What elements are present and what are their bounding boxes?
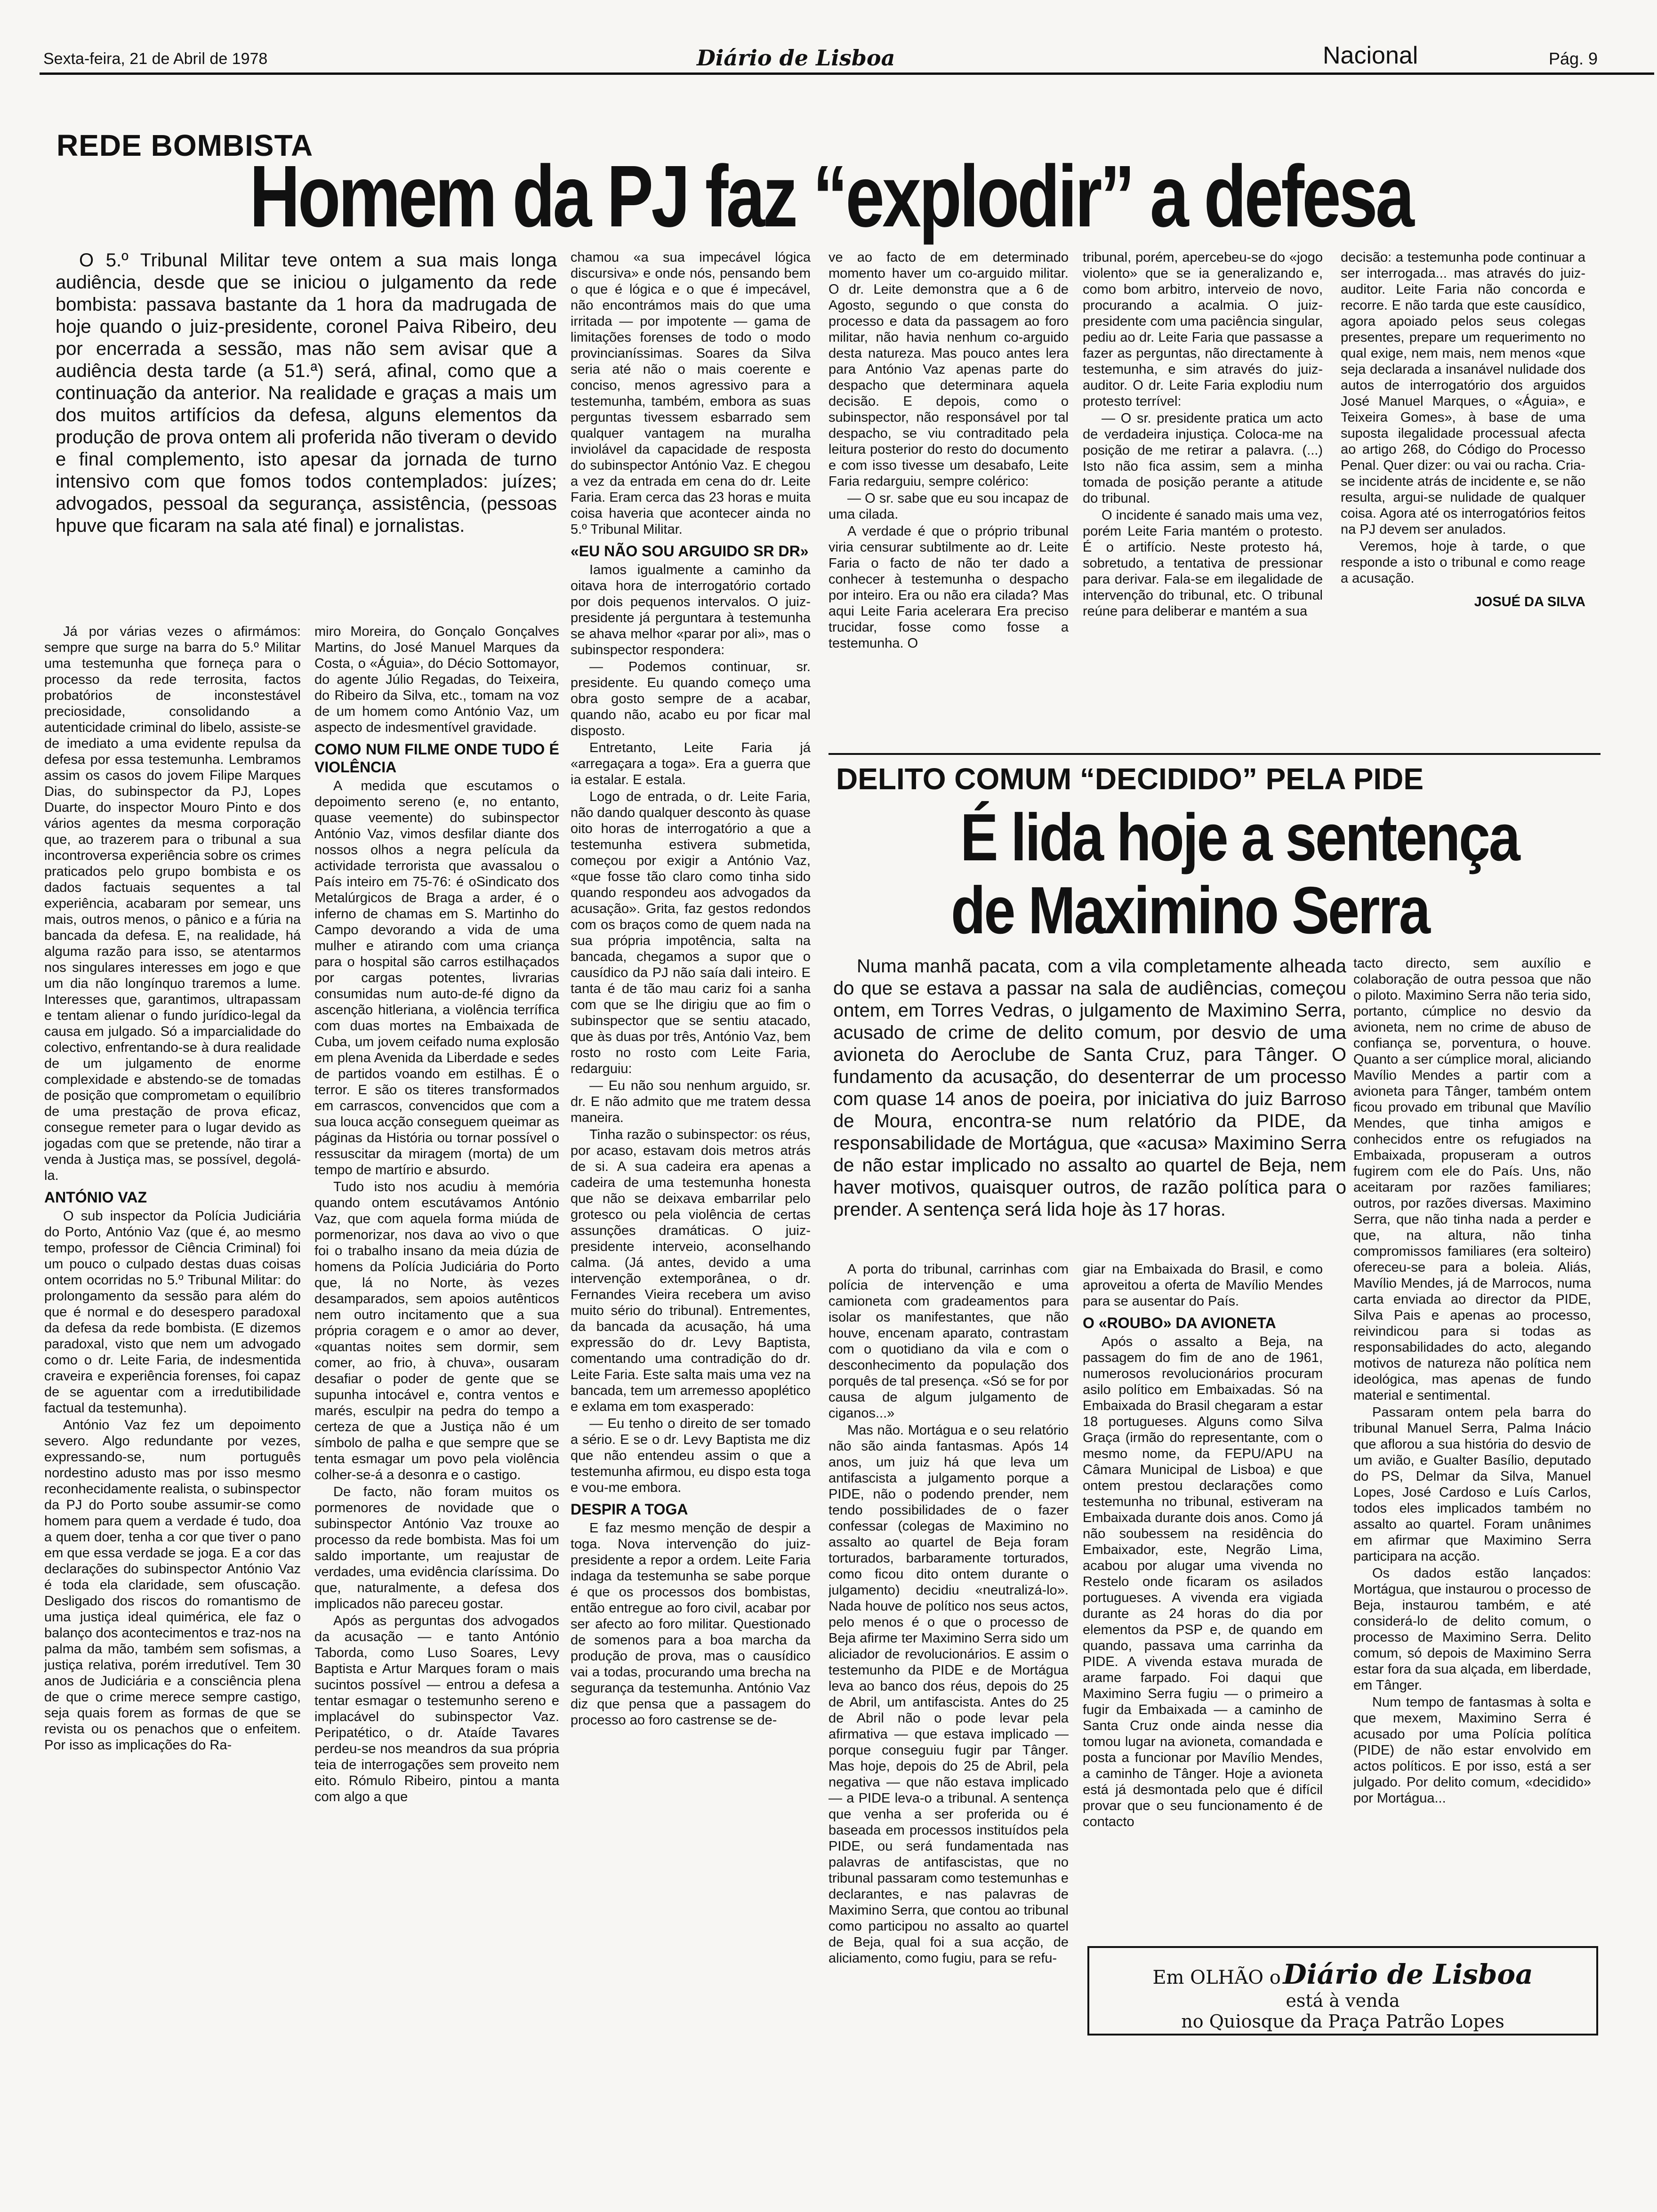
issue-date: Sexta-feira, 21 de Abril de 1978 bbox=[43, 50, 268, 68]
article2-column-1: A porta do tribunal, carrinhas com polícia de intervenção e uma camioneta com gradeamentos para isolar os manifestantes, que não houve, encenam aparato, contrastam com o quotidiano da vila e com o desconhecimento da população dos porquês de tal presença. «Só se for por causa de algum julgamento de ciganos...» Mas não. Mortágua e o seu relatório não são ainda fantasmas. Após 14 anos, um juiz há que leva um antifascista a julgamento porque a PIDE, não o podendo prender, nem tendo possibilidades de o fazer confessar (colegas de Maximino no assalto ao quartel de Beja foram torturados, barbaramente torturados, como ficou dito ontem durante o julgamento) decidiu «neutralizá-lo». Nada houve de político nos seus actos, pelo menos é o que o processo de Beja afirme ter Maximino Serra sido um aliciador de revolucionários. E assim o testemunho da PIDE e de Mortágua leva ao banco dos réus, depois do 25 de Abril, um antifascista. Antes do 25 de Abril não o pode levar pela afirmativa — que estava implicado — porque conseguiu fugir par Tânger. Mas hoje, depois do 25 de Abril, pela negativa — que não estava implicado — a PIDE leva-o a tribunal. A sentença que venha a ser proferida ou é baseada em processos instituídos pela PIDE, ou será fundamentada nas palavras de antifascistas, que no tribunal passaram como testemunhas e declarantes, e nas palavras de Maximino Serra, que contou ao tribunal como participou no assalto ao quartel de Beja, qual foi a sua acção, de aliciamento, como fugiu, para se refu- bbox=[828, 1262, 1069, 1966]
headline-sentenca-line2: de Maximino Serra bbox=[951, 873, 1429, 948]
subhead-eu-nao-sou-arguido: «EU NÃO SOU ARGUIDO SR DR» bbox=[571, 543, 809, 560]
advert-brand: Diário de Lisboa bbox=[1283, 1958, 1533, 1990]
advert-line-3: no Quiosque da Praça Patrão Lopes bbox=[1181, 2011, 1504, 2032]
kicker-rede-bombista: REDE BOMBISTA bbox=[56, 128, 314, 162]
article1-lead: O 5.º Tribunal Militar teve ontem a sua mais longa audiência, desde que se iniciou o julgamento da rede bombista: passava bastante da 1 hora da madrugada de hoje quando o juiz-presidente, coronel Paiva Ribeiro, deu por encerrada a sessão, mas não sem avisar que a audiência desta tarde (a 51.ª) será, afinal, como que a continuação da anterior. Na realidade e graças a mais um dos muitos artifícios da defesa, alguns elementos da produção de prova ontem ali proferida não tiveram o devido e final complemento, isto apesar da jornada de turno intensivo com que fomos todos contemplados: juízes; advogados, pessoal da segurança, assistência, (pessoas hpuve que ficaram na sala até final) e jornalistas. bbox=[56, 250, 557, 536]
advert-prefix: Em OLHÃO o bbox=[1152, 1967, 1281, 1988]
header-rule bbox=[40, 72, 1654, 75]
masthead: Diário de Lisboa bbox=[697, 45, 895, 71]
subhead-como-num-filme: COMO NUM FILME ONDE TUDO É VIOLÊNCIA bbox=[314, 741, 559, 776]
article1-column-6: decisão: a testemunha pode continuar a ser interrogada... mas através do juiz-auditor. Leite Faria não concorda e recorre. E não tarda que este causídico, agora apoiado pelos seus colegas presentes, prepare um requerimento no qual exige, nem mais, nem menos «que seja declarada a insanável nulidade dos autos de interrogatório dos arguidos José Manuel Marques, o «Águia», e Teixeira Gomes», à base de uma suposta ilegalidade processual afecta ao artigo 268, do Código do Processo Penal. Quer dizer: ou vai ou racha. Cria-se incidente atrás de incidente e, se não resulta, argui-se nulidade de qualquer coisa. Agora até os interrogatórios feitos na PJ devem ser anulados. Veremos, hoje à tarde, o que responde a isto o tribunal e como reage a acusação. JOSUÉ DA SILVA bbox=[1341, 250, 1585, 609]
article1-column-4: ve ao facto de em determinado momento haver um co-arguido militar. O dr. Leite demonstra que a 6 de Agosto, segundo o que consta do processo e data da passagem ao foro militar, não havia nenhum co-arguido desta natureza. Mas pouco antes lera para António Vaz apenas parte do despacho que determinara aquela decisão. E depois, como o subinspector, não responsável por tal despacho, se viu contraditado pela leitura posterior do resto do documento e com isso tivesse um desabafo, Leite Faria redarguiu, sempre colérico: — O sr. sabe que eu sou incapaz de uma cilada. A verdade é que o próprio tribunal viria censurar subtilmente ao dr. Leite Faria o facto de não ter dado a conhecer à testemunha o despacho por inteiro. Era ou não era cilada? Mas aqui Leite Faria acelerara Era preciso trucidar, fosse como fosse a testemunha. O bbox=[828, 250, 1069, 651]
advert-line-1 bbox=[1089, 1958, 1596, 1990]
page-header bbox=[0, 0, 1657, 75]
kicker-delito-comum: DELITO COMUM “DECIDIDO” PELA PIDE bbox=[836, 762, 1424, 796]
article2-column-2: giar na Embaixada do Brasil, e como aproveitou a oferta de Mavílio Mendes para se ausentar do País. O «ROUBO» DA AVIONETA Após o assalto a Beja, na passagem do fim de ano de 1961, numerosos revolucionários procuram asilo político em Embaixadas. Só na Embaixada do Brasil chegaram a estar 18 portugueses. Alguns como Silva Graça (irmão do representante, com o mesmo nome, da FEPU/APU na Câmara Municipal de Lisboa) e que ontem prestou declarações como testemunha no tribunal, estiveram na Embaixada durante dois anos. Como já não soubessem na residência do Embaixador, este, Negrão Lima, acabou por alugar uma vivenda no Restelo onde ficaram os asilados portugueses. A vivenda era vigiada durante as 24 horas do dia por elementos da PSP e, de quando em quando, passava uma carrinha da PIDE. A vivenda estava murada de arame farpado. Foi daqui que Maximino Serra fugiu — o primeiro a fugir da Embaixada — a caminho de Santa Cruz onde ainda nesse dia tomou lugar na avioneta, comandada e posta a funcionar por Mavílio Mendes, a caminho de Tânger. Hoje a avioneta está já desmontada pelo que é difícil provar que o seu funcionamento é de contacto bbox=[1083, 1262, 1323, 1829]
article1-column-5: tribunal, porém, apercebeu-se do «jogo violento» que se ia generalizando e, como bom arbitro, interveio de novo, procurando a acalmia. O juiz-presidente com uma paciência singular, pediu ao dr. Leite Faria que passasse a fazer as perguntas, não directamente à testemunha, e sim através do juiz-auditor. O dr. Leite Faria explodiu num protesto terrível: — O sr. presidente pratica um acto de verdadeira injustiça. Coloca-me na posição de me retirar a palavra. (...) Isto não fica assim, sem a minha tomada de posição perante a atitude do tribunal. O incidente é sanado mais uma vez, porém Leite Faria mantém o protesto. É o artifício. Neste protesto há, sobretudo, a tentativa de pressionar para derivar. Fala-se em ilegalidade de intervenção do tribunal, etc. O tribunal reúne para deliberar e mantém a sua bbox=[1083, 250, 1323, 619]
article1-column-3: chamou «a sua impecável lógica discursiva» e onde nós, pensando bem o que é lógica e o que é impecável, não encontrámos mais do que uma irritada — por impotente — gama de limitações forenses de todo o modo provincianíssimas. Soares da Silva seria até não o mais coerente e conciso, menos agressivo para a testemunha, também, embora as suas perguntas tivessem esbarrado sem qualquer vantagem na muralha inviolável da capacidade de resposta do subinspector António Vaz. E chegou a vez da entrada em cena do dr. Leite Faria. Eram cerca das 23 horas e muita coisa haveria que acontecer ainda no 5.º Tribunal Militar. «EU NÃO SOU ARGUIDO SR DR» Iamos igualmente a caminho da oitava hora de interrogatório cortado por dois pequenos intervalos. O juiz-presidente já perguntara à testemunha se ahava melhor «parar por ali», mas o subinspector respondera: — Podemos continuar, sr. presidente. Eu quando começo uma obra gosto sempre de a acabar, quando não, acabo eu por ficar mal disposto. Entretanto, Leite Faria já «arregaçara a toga». Era a guerra que ia estalar. E estala. Logo de entrada, o dr. Leite Faria, não dando qualquer desconto às quase oito horas de interrogatório a que a testemunha estivera submetida, começou por exigir a António Vaz, «que fosse tão claro como tinha sido quando respondeu aos advogados da acusação». Grita, faz gestos redondos com os braços como de quem nada na sua própria impotência, salta na bancada, chegamos a supor que o causídico da PJ não saía dali inteiro. E tanta é de tão mau cariz foi a sanha com que se lhe dirigiu que ao fim o subinspector que se sentiu atacado, que às duas por três, António Vaz, bem rosto no rosto com Leite Faria, redarguiu: — Eu não sou nenhum arguido, sr. dr. E não admito que me tratem dessa maneira. Tinha razão o subinspector: os réus, por acaso, estavam dois metros atrás de si. A sua cadeira era apenas a cadeira de uma testemunha honesta que não se deixava embarrilar pelo grotesco ou pela violência de certas assunções dramáticas. O juiz-presidente interveio, aconselhando calma. (Já antes, devido a uma intervenção extemporânea, o dr. Fernandes Vieira recebera um aviso muito sério do tribunal). Entrementes, da bancada da acusação, há uma expressão do dr. Levy Baptista, comentando uma contradição do dr. Leite Faria. Este salta mais uma vez na bancada, tem um arremesso apoplético e exlama em tom exasperado: — Eu tenho o direito de ser tomado a sério. E se o dr. Levy Baptista me diz que não entendeu assim o que a testemunha afirmou, eu dispo esta toga e vou-me embora. DESPIR A TOGA E faz mesmo menção de despir a toga. Nova intervenção do juiz-presidente a repor a ordem. Leite Faria indaga da testemunha se sabe porque é que os processos dos bombistas, então entregue ao foro civil, acabar por ser afecto ao foro militar. Questionado de somenos para a boa marcha da produção de prova, mas o causídico vai a todas, procurando uma brecha na segurança da testemunha. António Vaz diz que pensa que a passagem do processo ao foro castrense se de- bbox=[571, 250, 811, 1728]
headline-homem-da-pj: Homem da PJ faz “explodir” a defesa bbox=[249, 148, 1412, 245]
article2-column-3: tacto directo, sem auxílio e colaboração de outra pessoa que não o piloto. Maximino Serra não teria sido, portanto, cúmplice no desvio da avioneta, nem no crime de abuso de confiança se, porventura, o houve. Quanto a ser cúmplice moral, aliciando Mavílio Mendes a partir com a avioneta para Tânger, também ontem ficou provado em tribunal que Mavílio Mendes, que tinha amigos e conhecidos entre os refugiados na Embaixada, propuseram a outros fugirem com ele do País. Uns, não aceitaram por razões familiares; outros, por razões diversas. Maximino Serra, que não tinha nada a perder e que, na altura, não tinha compromissos familiares (era solteiro) ofereceu-se para a boleia. Aliás, Mavílio Mendes, já de Marrocos, numa carta enviada ao director da PIDE, Silva Pais e apenas ao processo, reivindicou para si todas as responsabilidades do acto, alegando motivos de natureza não política nem ideológica, mas apenas de fundo material e sentimental. Passaram ontem pela barra do tribunal Manuel Serra, Palma Inácio que aflorou a sua história do desvio de um avião, e Gualter Basílio, deputado do PS, Delmar da Silva, Manuel Lopes, José Cardoso e Luís Carlos, todos eles implicados também no assalto ao quartel. Foram unânimes em afirmar que Maximino Serra participara na acção. Os dados estão lançados: Mortágua, que instaurou o processo de Beja, instaurou também, e até considerá-lo de delito comum, o processo de Maximino Serra. Delito comum, só depois de Maximino Serra estar fora da sua alçada, em liberdade, em Tânger. Num tempo de fantasmas à solta e que mexem, Maximino Serra é acusado por uma Polícia política (PIDE) de não estar envolvido em actos políticos. E por isso, está a ser julgado. Por delito comum, «decidido» por Mortágua... bbox=[1353, 956, 1591, 1806]
byline: JOSUÉ DA SILVA bbox=[1474, 594, 1585, 609]
subhead-roubo-da-avioneta: O «ROUBO» DA AVIONETA bbox=[1083, 1314, 1276, 1331]
section-name: Nacional bbox=[1323, 42, 1418, 69]
advert-box bbox=[1087, 1946, 1598, 2036]
advert-line-2: está à venda bbox=[1286, 1990, 1400, 2011]
article1-column-1: Já por várias vezes o afirmámos: sempre que surge na barra do 5.º Militar uma testemunha que forneça para o processo da rede terrosita, factos probatórios de inconstestável preciosidade, consolidando a autenticidade criminal do libelo, assiste-se de imediato a uma evidente repulsa da defesa por essa testemunha. Lembramos assim os casos do jovem Filipe Marques Dias, do subinspector da PJ, Lopes Duarte, do inspector Mouro Pinto e dos vários agentes da mesma corporação que, ao trazerem para o tribunal a sua incontroversa experiência sobre os crimes praticados pelo grupo bombista e os dados factuais sequentes a tal experiência, acabaram por semear, uns mais, outros menos, o pânico e a fúria na bancada da defesa. E, na realidade, há alguma razão para isso, se atentarmos nos singulares interesses em jogo e que um dia não longínquo traremos a lume. Interesses que, garantimos, ultrapassam e tentam alienar o fundo jurídico-legal da causa em julgado. Só a imparcialidade do colectivo, enfrentando-se à dura realidade de um julgamento de enorme complexidade e abstendo-se de tomadas de posição que comprometam o equilíbrio de uma prestação de prova eficaz, consegue remeter para o lugar devido as jogadas com que se pretende, não tirar a venda à Justiça mas, se possível, degolá-la. ANTÓNIO VAZ O sub inspector da Polícia Judiciária do Porto, António Vaz (que é, ao mesmo tempo, professor de Ciência Criminal) foi um pouco o culpado destas duas coisas ontem ocorridas no 5.º Tribunal Militar: do prolongamento da sessão para além do que é normal e do desespero paradoxal da defesa da rede bombista. (E dizemos paradoxal, visto que nem um advogado como o dr. Leite Faria, de indesmentida craveira e experiência forenses, foi capaz de se aguentar com a irredutibilidade factual da testemunha). António Vaz fez um depoimento severo. Algo redundante por vezes, expressando-se, num português nordestino adusto mas por isso mesmo reconhecidamente realista, o subinspector da PJ do Porto soube assumir-se como homem para quem a verdade é tudo, doa a quem doer, tenha a cor que tiver o pano em que essa verdade se joga. E a cor das declarações do subinspector António Vaz é toda ela claridade, sem ofuscação. Desligado dos riscos do romantismo de uma justiça ideal quimérica, ele faz o balanço dos acontecimentos e traz-nos na palma da mão, também sem sofismas, a justiça relativa, porém irredutível. Tem 30 anos de Judiciária e a consciência plena de que o crime merece sempre castigo, seja quais forem as formas de que se revista ou os penachos que o enfeitem. Por isso as implicações do Ra- bbox=[44, 624, 301, 1753]
subhead-antonio-vaz: ANTÓNIO VAZ bbox=[44, 1189, 147, 1206]
subhead-despir-a-toga: DESPIR A TOGA bbox=[571, 1501, 688, 1518]
article2-lead: Numa manhã pacata, com a vila completamente alheada do que se estava a passar na sala de audiências, começou ontem, em Torres Vedras, o julgamento de Maximino Serra, acusado de crime de delito comum, por desvio de uma avioneta do Aeroclube de Santa Cruz, para Tânger. O fundamento da acusação, do desenterrar de um processo com quase 14 anos de poeira, por iniciativa do juiz Barroso de Moura, encontra-se num relatório da PIDE, da responsabilidade de Mortágua, que «acusa» Maximino Serra de não estar implicado no assalto ao quartel de Beja, nem haver motivos, quaisquer outros, de razão política para o prender. A sentença será lida hoje às 17 horas. bbox=[833, 956, 1346, 1220]
article1-column-2: miro Moreira, do Gonçalo Gonçalves Martins, do José Manuel Marques da Costa, o «Águia», do Décio Sottomayor, do agente Júlio Regadas, do Teixeira, do Ribeiro da Silva, etc., tomam na voz de um homem como António Vaz, um aspecto de indesmentível gravidade. COMO NUM FILME ONDE TUDO É VIOLÊNCIA A medida que escutamos o depoimento sereno (e, no entanto, quase veemente) do subinspector António Vaz, vimos desfilar diante dos nossos olhos a negra película da actividade terrorista que avassalou o País inteiro em 75-76: é oSindicato dos Metalúrgicos de Braga a arder, é o inferno de chamas em S. Martinho do Campo devorando a vida de uma mulher e atirando com uma criança para o hospital são carros estilhaçados por cargas potentes, livrarias consumidas num auto-de-fé digno da ascenção hitleriana, a violência terrífica com duas mortes na Embaixada de Cuba, um jovem ceifado numa explosão em plena Avenida da Liberdade e sedes de partidos voando em estilhas. É o terror. E são os titeres transformados em carrascos, convencidos que com a sua louca acção conseguem queimar as páginas da História ou tornar possível o ressuscitar da miragem (morta) de um tempo de martírio e absurdo. Tudo isto nos acudiu à memória quando ontem escutávamos António Vaz, que com aquela forma miúda de pormenorizar, nos dava ao vivo o que foi o trabalho insano da meia dúzia de homens da Polícia Judiciária do Porto que, lá no Norte, às vezes desamparados, sem apoios autênticos nem outro incitamento que a sua própria coragem e o amor ao dever, «quantas noites sem dormir, sem comer, ao frio, à chuva», ousaram desafiar o poder de gente que se supunha intocável e, contra ventos e marés, esculpir na pedra do tempo a certeza de que a Justiça não é um símbolo de palha e que sempre que se tenta esmagar um povo pela violência colher-se-á a desonra e o castigo. De facto, não foram muitos os pormenores de novidade que o subinspector António Vaz trouxe ao processo da rede bombista. Mas foi um saldo importante, um reajustar de verdades, uma evidência claríssima. Do que, naturalmente, a defesa dos implicados não pareceu gostar. Após as perguntas dos advogados da acusação — e tanto António Taborda, como Luso Soares, Levy Baptista e Artur Marques foram o mais sucintos possível — entrou a defesa a tentar esmagar o testemunho sereno e implacável do subinspector Vaz. Peripatético, o dr. Ataíde Tavares perdeu-se nos meandros da sua própria teia de interrogações sem proveito nem eito. Rómulo Ribeiro, pintou a manta com algo a que bbox=[314, 624, 559, 1804]
page-number: Pág. 9 bbox=[1549, 49, 1598, 68]
article-divider bbox=[828, 753, 1601, 755]
headline-sentenca-line1: É lida hoje a sentença bbox=[960, 800, 1519, 875]
